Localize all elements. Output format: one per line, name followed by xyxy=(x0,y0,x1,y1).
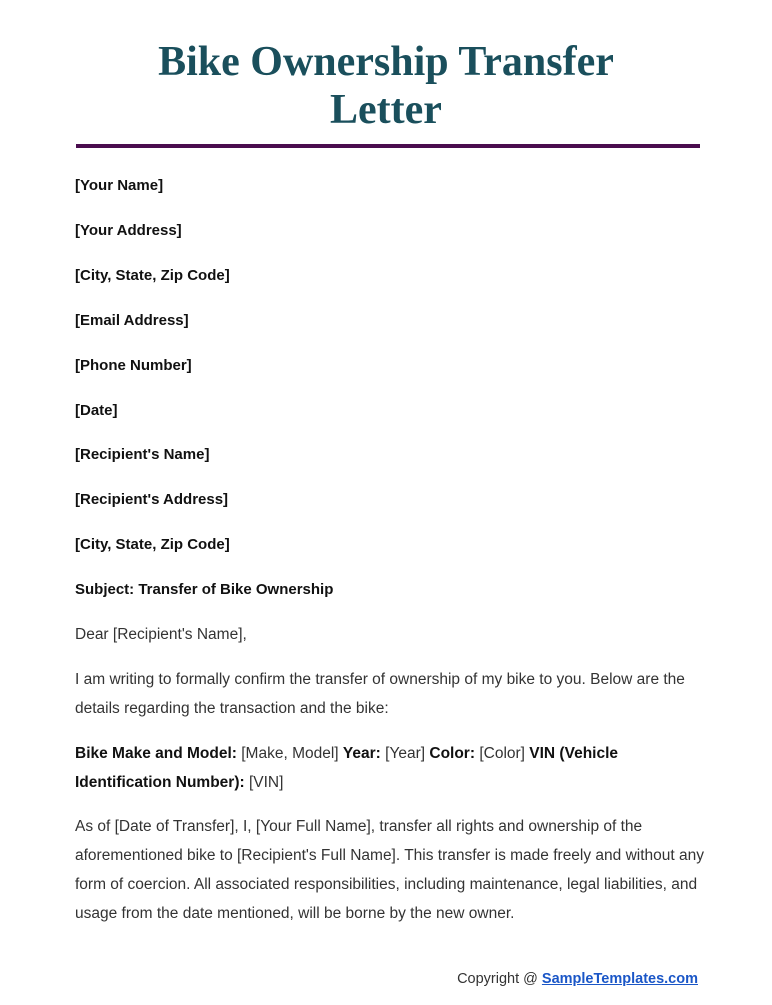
sender-phone: [Phone Number] xyxy=(75,357,192,374)
title-divider xyxy=(76,144,700,148)
make-model-value: [Make, Model] xyxy=(236,745,343,762)
transfer-paragraph: As of [Date of Transfer], I, [Your Full Name], transfer all rights and ownership of the aforementioned bike to [Recipient's Full Name]. This transfer is made freely and without any form of coercion. All associated responsibilities, including maintenance, legal liabilities, and usage from the date mentioned, will be borne by the new owner. xyxy=(75,818,705,922)
letter-date: [Date] xyxy=(75,402,118,419)
copyright-text: Copyright @ xyxy=(457,971,542,987)
document-title xyxy=(0,38,772,134)
recipient-city-state-zip: [City, State, Zip Code] xyxy=(75,536,230,553)
title-line-2: Letter xyxy=(330,87,442,133)
sender-name: [Your Name] xyxy=(75,177,164,194)
subject-line: Subject: Transfer of Bike Ownership xyxy=(75,581,334,598)
sender-city-state-zip: [City, State, Zip Code] xyxy=(75,267,230,284)
year-value: [Year] xyxy=(380,745,430,762)
bike-details-paragraph xyxy=(75,739,705,797)
sender-email: [Email Address] xyxy=(75,312,189,329)
footer-copyright xyxy=(457,969,698,989)
make-model-label: Bike Make and Model: xyxy=(75,745,237,762)
recipient-address: [Recipient's Address] xyxy=(75,491,229,508)
color-label: Color: xyxy=(429,745,476,762)
color-value: [Color] xyxy=(475,745,530,762)
sampletemplates-link[interactable]: SampleTemplates.com xyxy=(541,971,698,987)
vin-value: [VIN] xyxy=(244,774,284,791)
recipient-name: [Recipient's Name] xyxy=(75,446,210,463)
title-line-1: Bike Ownership Transfer xyxy=(158,39,614,85)
sender-address: [Your Address] xyxy=(75,222,182,239)
intro-paragraph: I am writing to formally confirm the transfer of ownership of my bike to you. Below are the details regarding the transaction and the bike: xyxy=(75,671,685,717)
year-label: Year: xyxy=(342,745,381,762)
salutation: Dear [Recipient's Name], xyxy=(75,626,247,643)
vin-label: VIN (Vehicle Identification Number): xyxy=(75,745,619,791)
